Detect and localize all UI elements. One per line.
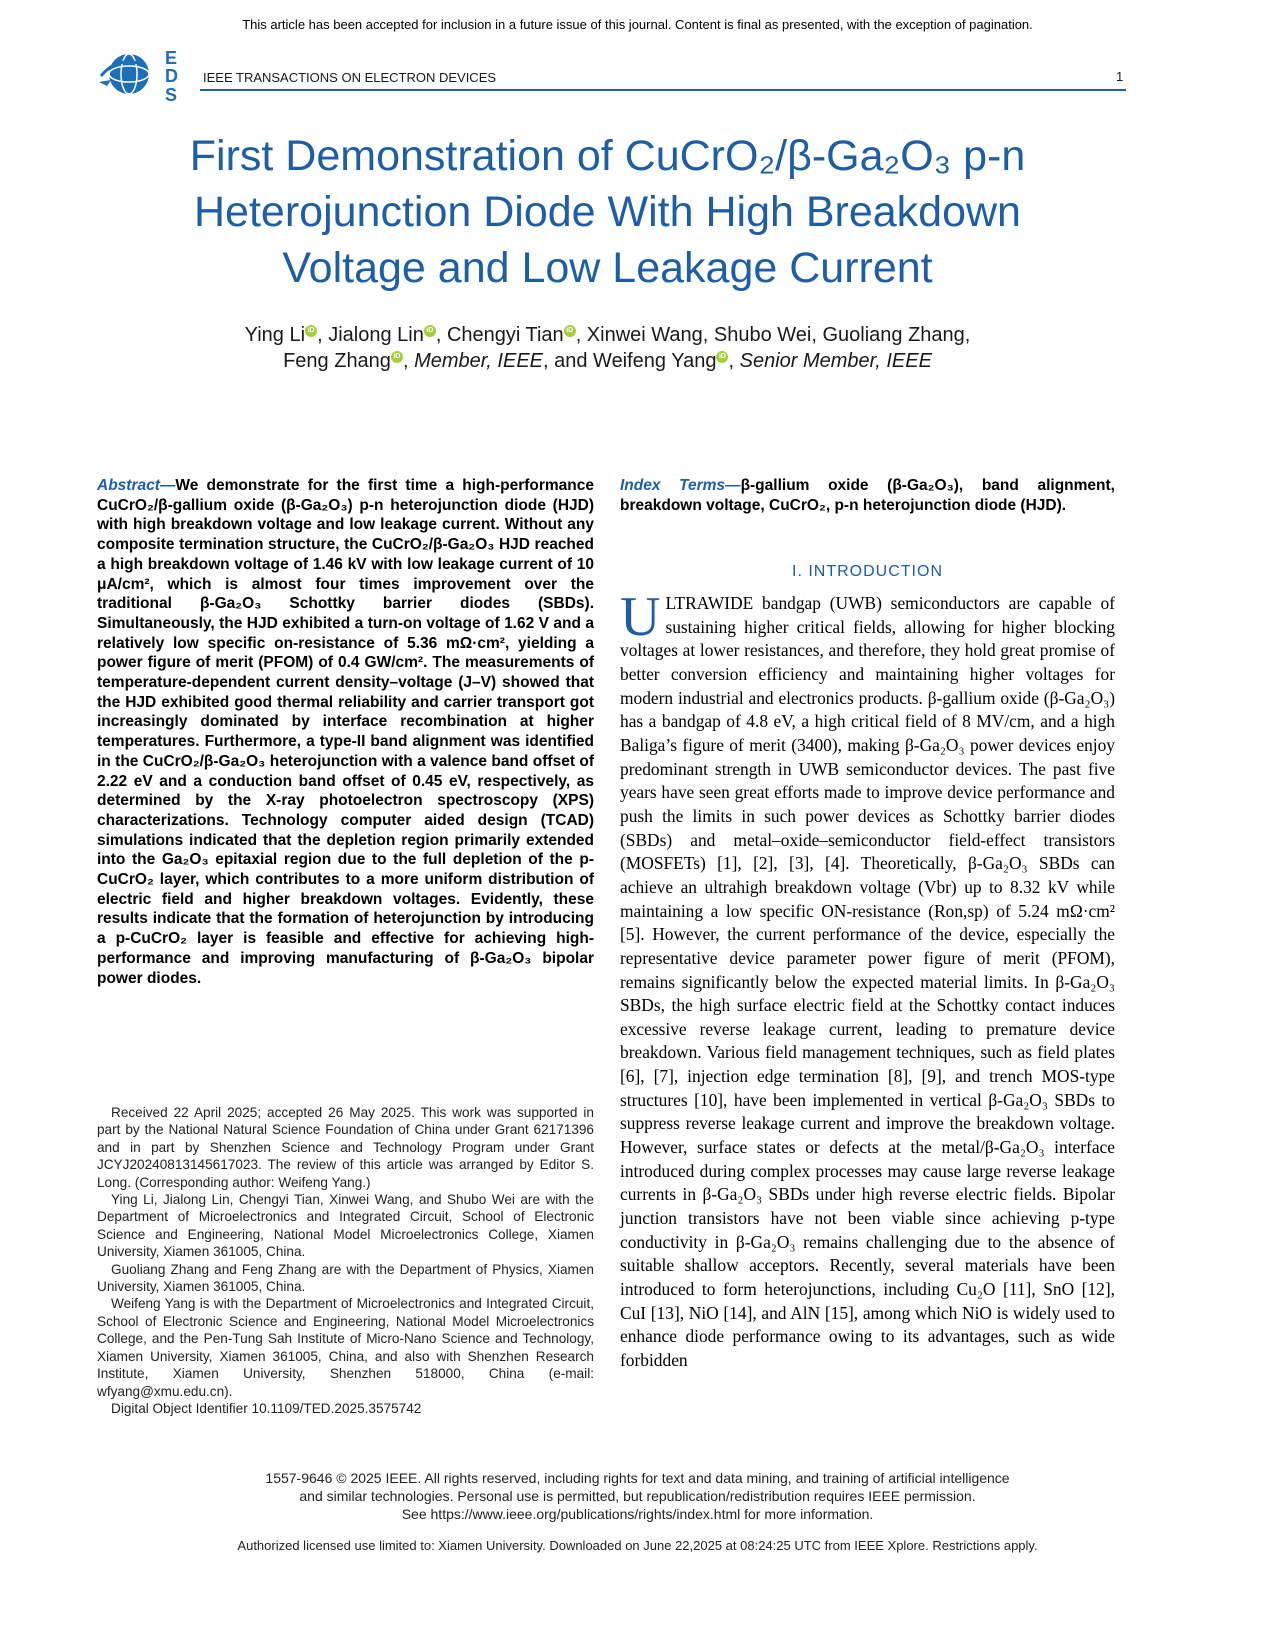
page-number: 1 [1116, 69, 1124, 84]
footnote-affiliation-3: Weifeng Yang is with the Department of Microelectronics and Integrated Circuit, School of Electronic Science and Engineering, National Model Microelectronics College, and the Pen-Tung Sah Institute of Micro-Nano Science and Technology, Xiamen University, Xiamen 361005, China, and also with Shenzhen Research Institute, Xiamen University, Shenzhen 518000, China (e-mail: wfyang@xmu.edu.cn). [97, 1296, 594, 1399]
author-name: Weifeng Yang [593, 350, 717, 372]
logo-letter-d: D [165, 66, 178, 86]
title-line-1: First Demonstration of CuCrO₂/β-Ga₂O₃ p-n [189, 132, 1026, 180]
introduction-text: LTRAWIDE bandgap (UWB) semiconductors are capable of sustaining higher critical fields, allowing for higher blocking voltages at lower resistances, and therefore, they hold great promise of better conversion efficiency and maintaining higher voltages for modern industrial and electronics products. β-gallium oxide (β-Ga₂O₃) has a bandgap of 4.8 eV, a high critical field of 8 MV/cm, and a high Baliga’s figure of merit (3400), making β-Ga₂O₃ power devices enjoy predominant strength in UWB semiconductor devices. The past five years have seen great efforts made to improve device performance and push the limits in such power devices as Schottky barrier diodes (SBDs) and metal–oxide–semiconductor field-effect transistors (MOSFETs) [1], [2], [3], [4]. Theoretically, β-Ga₂O₃ SBDs can achieve an ultrahigh breakdown voltage (Vbr) up to 8.32 kV while maintaining a low specific ON-resistance (Ron,sp) of 5.24 mΩ·cm² [5]. However, the current performance of the device, especially the representative device parameter power figure of merit (PFOM), remains significantly below the expected material limits. In β-Ga₂O₃ SBDs, the high surface electric field at the Schottky contact induces excessive reverse leakage current, leading to premature device breakdown. Various field management techniques, such as field plates [6], [7], injection edge termination [8], [9], and trench MOS-type structures [10], have been implemented in vertical β-Ga₂O₃ SBDs to suppress reverse leakage current and improve the breakdown voltage. However, surface states or defects at the metal/β-Ga₂O₃ interface introduced during complex processes may cause large reverse leakage currents in β-Ga₂O₃ SBDs under high reverse electric fields. Bipolar junction transistors have not been viable since achieving p-type conductivity in β-Ga₂O₃ remains challenging due to the absence of suitable shallow acceptors. Recently, several materials have been introduced to form heterojunctions, including Cu₂O [11], SnO [12], CuI [13], NiO [14], and AlN [15], among which NiO is widely used to enhance diode performance owing to its advantages, such as wide forbidden [620, 593, 1115, 1370]
orcid-icon[interactable]: iD [305, 325, 317, 337]
author-list [100, 322, 1115, 374]
eds-logo [97, 46, 187, 106]
copyright-notice [0, 1469, 1275, 1523]
title-line-3: Voltage and Low Leakage Current [282, 244, 933, 292]
author-names-rest: , Xinwei Wang, Shubo Wei, Guoliang Zhang, [575, 324, 971, 346]
orcid-icon[interactable]: iD [424, 325, 436, 337]
abstract [97, 476, 594, 988]
abstract-label: Abstract— [97, 477, 176, 494]
footnote-doi: Digital Object Identifier 10.1109/TED.2025.3575742 [111, 1400, 422, 1416]
footnotes [97, 1104, 594, 1417]
title-line-2: Heterojunction Diode With High Breakdown [194, 188, 1021, 236]
orcid-icon[interactable]: iD [391, 351, 403, 363]
footnote-received: Received 22 April 2025; accepted 26 May 2025. This work was supported in part by the National Natural Science Foundation of China under Grant 62171396 and in part by Shenzhen Science and Technology Program under Grant JCYJ20240813145617023. The review of this article was arranged by Editor S. Long. (Corresponding author: Weifeng Yang.) [97, 1105, 594, 1190]
introduction-body [620, 586, 1115, 1373]
author-name: Jialong Lin [328, 324, 424, 346]
index-terms-label: Index Terms— [620, 477, 741, 494]
senior-member-grade: Senior Member, IEEE [739, 350, 932, 372]
author-name: Chengyi Tian [446, 324, 564, 346]
orcid-icon[interactable]: iD [564, 325, 576, 337]
section-heading: I. INTRODUCTION [792, 563, 943, 580]
authorized-use-notice: Authorized licensed use limited to: Xiamen University. Downloaded on June 22,2025 at 08:24:25 UTC from IEEE Xplore. Restrictions apply. [237, 1538, 1038, 1553]
article-title [100, 128, 1115, 296]
author-name: Ying Li [244, 324, 306, 346]
drop-cap: U [620, 586, 661, 648]
journal-name: IEEE TRANSACTIONS ON ELECTRON DEVICES [203, 70, 497, 85]
author-line-2: Feng Zhang iD , Member, IEEE, and Weifeng Yang iD , Senior Member, IEEE [283, 350, 932, 372]
author-line-1: Ying Li iD , Jialong Lin iD , Chengyi Tian iD , Xinwei Wang, Shubo Wei, Guoliang Zhang, [244, 324, 971, 346]
copyright-link-line[interactable]: See https://www.ieee.org/publications/rights/index.html for more information. [401, 1506, 874, 1522]
logo-letter-s: S [165, 85, 178, 105]
footnote-affiliation-2: Guoliang Zhang and Feng Zhang are with the Department of Physics, Xiamen University, Xiamen 361005, China. [97, 1261, 594, 1295]
header-rule [200, 89, 1126, 91]
index-terms [620, 476, 1115, 515]
top-notice: This article has been accepted for inclusion in a future issue of this journal. Content is final as presented, with the exception of pagination. [242, 17, 1033, 32]
and-text: , and [543, 350, 594, 372]
author-name: Feng Zhang [283, 350, 391, 372]
footnote-affiliation-1: Ying Li, Jialong Lin, Chengyi Tian, Xinwei Wang, and Shubo Wei are with the Department of Microelectronics and Integrated Circuit, School of Electronic Science and Engineering, National Model Microelectronics College, Xiamen University, Xiamen 361005, China. [97, 1192, 594, 1260]
logo-letter-e: E [165, 48, 178, 68]
orcid-icon[interactable]: iD [716, 351, 728, 363]
copyright-line-2: and similar technologies. Personal use is permitted, but republication/redistribution requires IEEE permission. [299, 1488, 976, 1504]
abstract-text: We demonstrate for the first time a high-performance CuCrO₂/β-gallium oxide (β-Ga₂O₃) p-n heterojunction diode (HJD) with high breakdown voltage and low leakage current. Without any composite termination structure, the CuCrO₂/β-Ga₂O₃ HJD reached a high breakdown voltage of 1.46 kV with low leakage current of 10 μA/cm², which is almost four times improvement over the traditional β-Ga₂O₃ Schottky barrier diodes (SBDs). Simultaneously, the HJD exhibited a turn-on voltage of 1.62 V and a relatively low specific on-resistance of 5.36 mΩ·cm², yielding a power figure of merit (PFOM) of 0.4 GW/cm². The measurements of temperature-dependent current density–voltage (J–V) showed that the HJD exhibited good thermal reliability and carrier transport got increasingly dominated by interface recombination at higher temperatures. Furthermore, a type-II band alignment was identified in the CuCrO₂/β-Ga₂O₃ heterojunction with a valence band offset of 2.22 eV and a conduction band offset of 0.45 eV, respectively, as determined by the X-ray photoelectron spectroscopy (XPS) characterizations. Technology computer aided design (TCAD) simulations indicated that the depletion region primarily extended into the Ga₂O₃ epitaxial region due to the full depletion of the p-CuCrO₂ layer, which contributes to a more uniform distribution of electric field and higher breakdown voltages. Evidently, these results indicate that the formation of heterojunction by introducing a p-CuCrO₂ layer is feasible and effective for achieving high-performance and improving manufacturing of β-Ga₂O₃ bipolar power diodes. [97, 477, 594, 987]
index-terms-text: β-gallium oxide (β-Ga₂O₃), band alignment, breakdown voltage, CuCrO₂, p-n heterojunction diode (HJD). [620, 477, 1115, 514]
member-grade: Member, IEEE [414, 350, 543, 372]
copyright-line-1: 1557-9646 © 2025 IEEE. All rights reserved, including rights for text and data mining, and training of artificial intelligence [265, 1470, 1010, 1486]
